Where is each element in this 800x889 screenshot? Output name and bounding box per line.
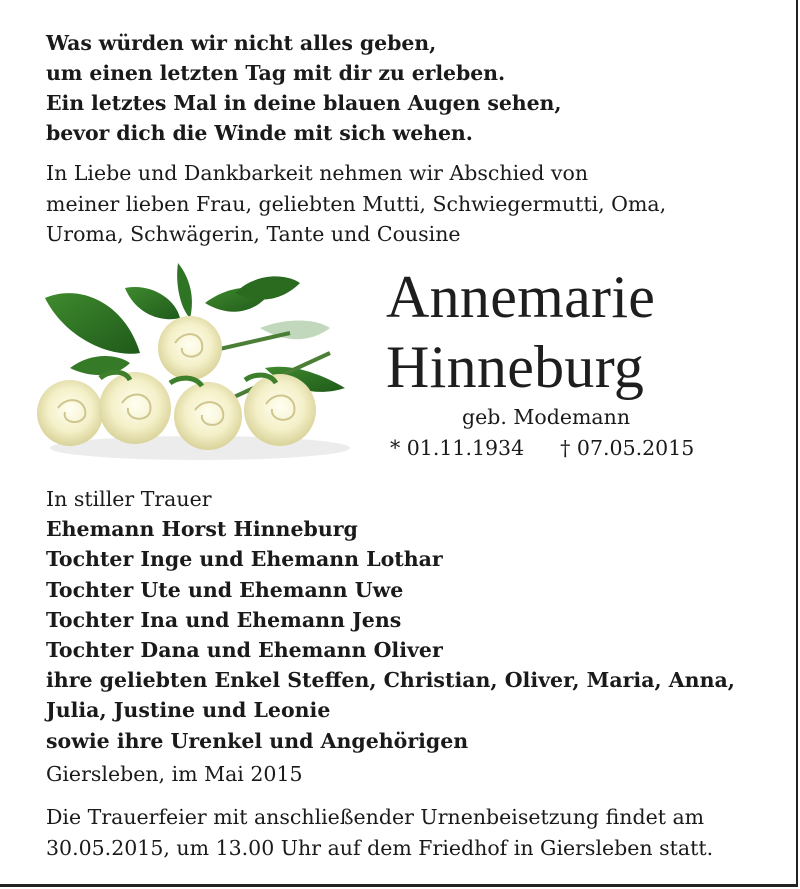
mourner-line: Tochter Ina und Ehemann Jens — [46, 607, 402, 632]
mourner-line: Tochter Dana und Ehemann Oliver — [46, 638, 443, 663]
poem-line: Ein letztes Mal in deine blauen Augen sehen, — [46, 91, 562, 115]
death-date: † 07.05.2015 — [560, 436, 695, 460]
place-date: Giersleben, im Mai 2015 — [46, 762, 303, 786]
mourner-line: sowie ihre Urenkel und Angehörigen — [46, 728, 469, 753]
poem — [46, 28, 561, 148]
poem-line: Was würden wir nicht alles geben, — [46, 31, 437, 55]
funeral-line: Die Trauerfeier mit anschließender Urnenbeisetzung findet am — [46, 805, 705, 829]
first-name: Annemarie — [386, 264, 656, 330]
intro-text — [46, 158, 666, 250]
intro-line: meiner lieben Frau, geliebten Mutti, Schwiegermutti, Oma, — [46, 191, 667, 216]
maiden-name: geb. Modemann — [462, 405, 631, 429]
deceased-name — [386, 262, 655, 402]
life-dates — [390, 436, 694, 460]
funeral-line: 30.05.2015, um 13.00 Uhr auf dem Friedhof in Giersleben statt. — [46, 835, 714, 860]
last-name: Hinneburg — [386, 334, 645, 400]
white-roses-image — [30, 258, 350, 468]
poem-line: um einen letzten Tag mit dir zu erleben. — [46, 61, 506, 85]
intro-line: Uroma, Schwägerin, Tante und Cousine — [46, 222, 461, 246]
mourner-line: Ehemann Horst Hinneburg — [46, 517, 358, 542]
birth-date: * 01.11.1934 — [390, 436, 525, 460]
mourner-line: ihre geliebten Enkel Steffen, Christian, Oliver, Maria, Anna, — [46, 668, 735, 693]
funeral-info — [46, 802, 713, 863]
mourner-line: Tochter Inge und Ehemann Lothar — [46, 547, 443, 572]
poem-line: bevor dich die Winde mit sich wehen. — [46, 121, 473, 145]
mourners-list — [46, 484, 735, 756]
intro-line: In Liebe und Dankbarkeit nehmen wir Abschied von — [46, 161, 589, 185]
mourner-line: Julia, Justine und Leonie — [46, 698, 331, 723]
mourner-line: Tochter Ute und Ehemann Uwe — [46, 577, 404, 602]
mourners-heading: In stiller Trauer — [46, 487, 212, 511]
